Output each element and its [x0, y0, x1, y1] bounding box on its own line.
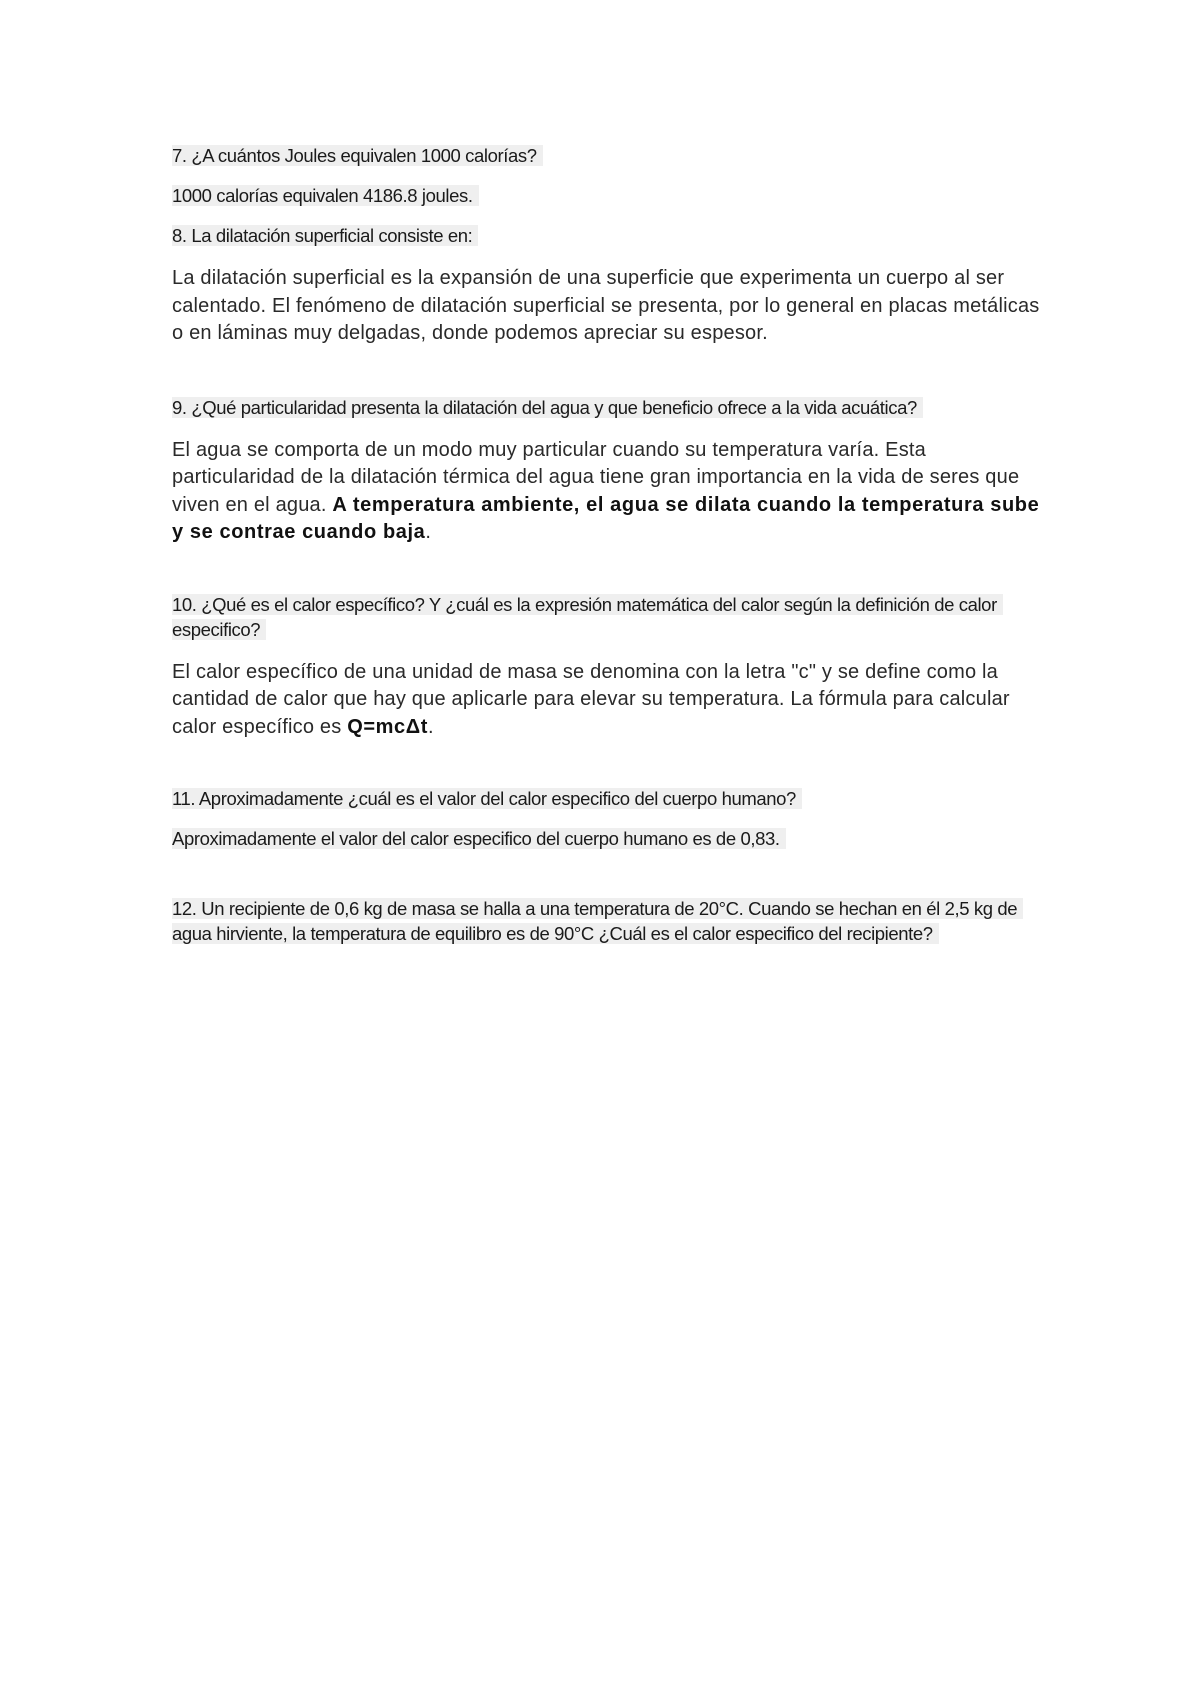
- question-9: 9. ¿Qué particularidad presenta la dilatación del agua y que beneficio ofrece a la vida acuática?: [172, 397, 923, 418]
- question-11: 11. Aproximadamente ¿cuál es el valor del calor especifico del cuerpo humano?: [172, 788, 802, 809]
- answer-9-text: El agua se comporta de un modo muy particular cuando su temperatura varía. Esta particularidad de la dilatación térmica del agua tiene gran importancia en la vida de seres que viven en el agua.: [172, 438, 1020, 516]
- question-7-block: [172, 143, 1052, 168]
- answer-10-formula: Q=mcΔt: [347, 715, 428, 738]
- answer-10: [172, 659, 1052, 742]
- question-9-block: [172, 395, 1052, 420]
- document-content: [172, 143, 1052, 946]
- answer-8: La dilatación superficial es la expansión de una superficie que experimenta un cuerpo al ser calentado. El fenómeno de dilatación superficial se presenta, por lo general en placas metálicas o en láminas muy delgadas, donde podemos apreciar su espesor.: [172, 267, 1040, 344]
- question-12: 12. Un recipiente de 0,6 kg de masa se halla a una temperatura de 20°C. Cuando se hechan en él 2,5 kg de agua hirviente, la temperatura de equilibro es de 90°C ¿Cuál es el calor especifico del recipiente?: [172, 898, 1023, 944]
- answer-10-end: .: [427, 715, 434, 738]
- answer-11-block: [172, 826, 1052, 851]
- question-10: 10. ¿Qué es el calor específico? Y ¿cuál es la expresión matemática del calor según la definición de calor especifico?: [172, 594, 1003, 640]
- answer-7-block: [172, 183, 1052, 208]
- answer-9-bold: A temperatura ambiente, el agua se dilata cuando la temperatura sube y se contrae cuando baja: [172, 493, 1040, 543]
- answer-10-text: El calor específico de una unidad de masa se denomina con la letra "c" y se define como la cantidad de calor que hay que aplicarle para elevar su temperatura. La fórmula para calcular calor específico es: [172, 660, 1010, 738]
- answer-9: [172, 437, 1052, 547]
- question-11-block: [172, 786, 1052, 811]
- answer-7: 1000 calorías equivalen 4186.8 joules.: [172, 185, 479, 206]
- question-7: 7. ¿A cuántos Joules equivalen 1000 calorías?: [172, 145, 543, 166]
- question-10-block: [172, 592, 1052, 642]
- answer-11: Aproximadamente el valor del calor especifico del cuerpo humano es de 0,83.: [172, 828, 786, 849]
- question-8-block: [172, 223, 1052, 248]
- question-12-block: [172, 896, 1052, 946]
- question-8: 8. La dilatación superficial consiste en:: [172, 225, 478, 246]
- answer-9-end: .: [425, 521, 432, 543]
